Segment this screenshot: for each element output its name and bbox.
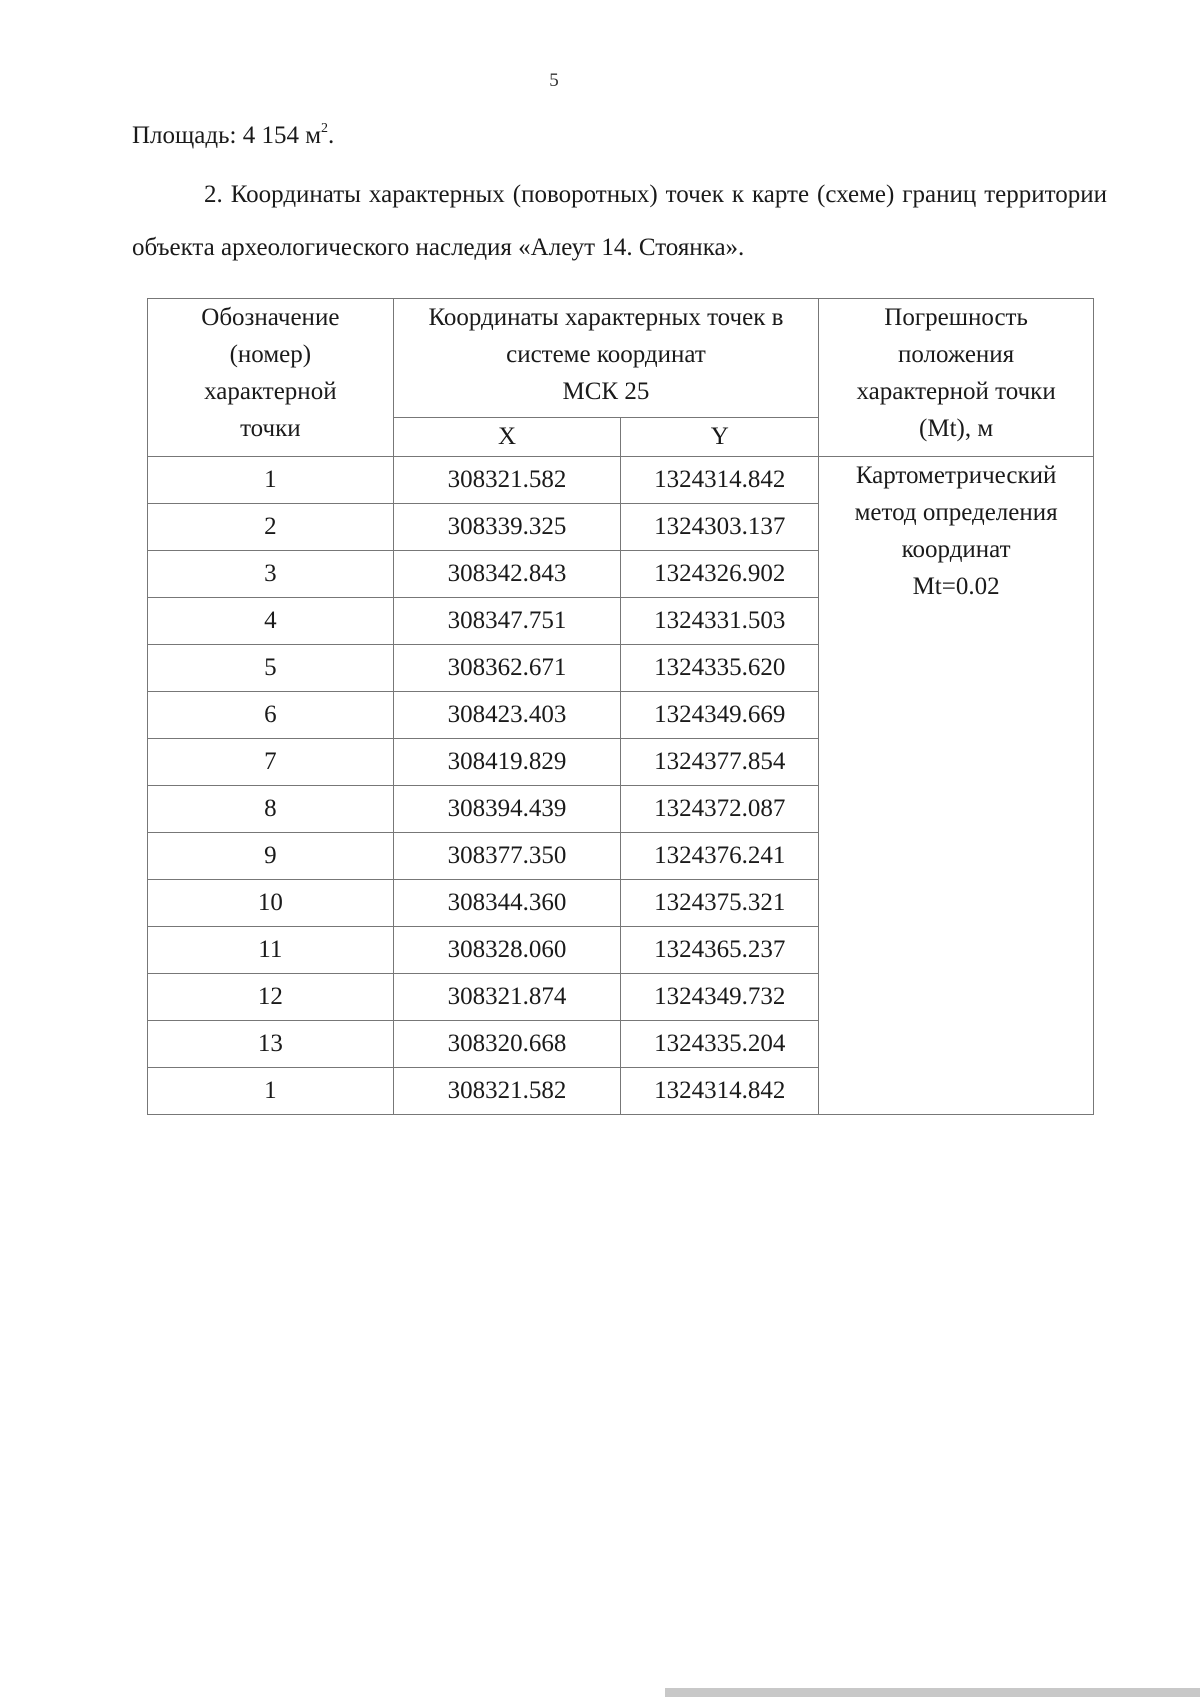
paragraph-text: 2. Координаты характерных (поворотных) точек к карте (схеме) границ территории объекта археологического наследия «Алеут 14. Стоянка». — [132, 181, 1107, 261]
header-error — [819, 299, 1094, 457]
header-coords-line: системе координат — [506, 341, 706, 368]
point-cell: 10 — [148, 880, 394, 927]
header-coords-line: Координаты характерных точек в — [428, 304, 784, 331]
error-note-line: метод определения — [854, 499, 1058, 526]
x-cell: 308344.360 — [393, 880, 621, 927]
x-cell: 308328.060 — [393, 927, 621, 974]
point-cell: 9 — [148, 833, 394, 880]
header-error-line: (Mt), м — [919, 415, 994, 442]
area-suffix: . — [328, 122, 335, 149]
table-row — [148, 457, 1094, 504]
y-cell: 1324365.237 — [621, 927, 819, 974]
y-cell: 1324335.620 — [621, 645, 819, 692]
x-cell: 308362.671 — [393, 645, 621, 692]
y-cell: 1324335.204 — [621, 1021, 819, 1068]
area-line — [132, 122, 334, 150]
y-cell: 1324376.241 — [621, 833, 819, 880]
header-point-line: характерной — [204, 378, 337, 405]
header-error-line: характерной точки — [856, 378, 1056, 405]
area-label: Площадь: 4 154 м — [132, 122, 322, 149]
y-cell: 1324377.854 — [621, 739, 819, 786]
point-cell: 3 — [148, 551, 394, 598]
header-x: X — [393, 418, 621, 457]
x-cell: 308320.668 — [393, 1021, 621, 1068]
error-method-cell — [819, 457, 1094, 1115]
header-point-line: (номер) — [229, 341, 312, 368]
x-cell: 308342.843 — [393, 551, 621, 598]
header-point-line: точки — [240, 415, 301, 442]
x-cell: 308321.582 — [393, 1068, 621, 1115]
x-cell: 308339.325 — [393, 504, 621, 551]
coordinates-paragraph — [132, 168, 1107, 274]
x-cell: 308347.751 — [393, 598, 621, 645]
header-point — [148, 299, 394, 457]
header-coordinates — [393, 299, 819, 418]
y-cell: 1324303.137 — [621, 504, 819, 551]
page-number: 5 — [549, 70, 559, 91]
coordinates-table — [147, 298, 1094, 1115]
point-cell: 11 — [148, 927, 394, 974]
header-point-line: Обозначение — [201, 304, 340, 331]
header-coords-line: МСК 25 — [562, 378, 650, 405]
point-cell: 7 — [148, 739, 394, 786]
point-cell: 1 — [148, 1068, 394, 1115]
y-cell: 1324331.503 — [621, 598, 819, 645]
scan-edge-bar — [665, 1688, 1200, 1697]
y-cell: 1324372.087 — [621, 786, 819, 833]
header-y: Y — [621, 418, 819, 457]
point-cell: 2 — [148, 504, 394, 551]
y-cell: 1324314.842 — [621, 1068, 819, 1115]
x-cell: 308321.582 — [393, 457, 621, 504]
point-cell: 4 — [148, 598, 394, 645]
header-error-line: Погрешность — [884, 304, 1028, 331]
header-error-line: положения — [897, 341, 1015, 368]
point-cell: 12 — [148, 974, 394, 1021]
point-cell: 13 — [148, 1021, 394, 1068]
y-cell: 1324314.842 — [621, 457, 819, 504]
error-note-line: Mt=0.02 — [912, 573, 1000, 600]
y-cell: 1324349.669 — [621, 692, 819, 739]
error-note-line: Картометрический — [855, 462, 1057, 489]
y-cell: 1324349.732 — [621, 974, 819, 1021]
y-cell: 1324375.321 — [621, 880, 819, 927]
x-cell: 308423.403 — [393, 692, 621, 739]
point-cell: 1 — [148, 457, 394, 504]
area-superscript: 2 — [321, 120, 329, 136]
point-cell: 5 — [148, 645, 394, 692]
error-note-line: координат — [901, 536, 1011, 563]
y-cell: 1324326.902 — [621, 551, 819, 598]
point-cell: 6 — [148, 692, 394, 739]
x-cell: 308377.350 — [393, 833, 621, 880]
point-cell: 8 — [148, 786, 394, 833]
x-cell: 308394.439 — [393, 786, 621, 833]
x-cell: 308321.874 — [393, 974, 621, 1021]
x-cell: 308419.829 — [393, 739, 621, 786]
